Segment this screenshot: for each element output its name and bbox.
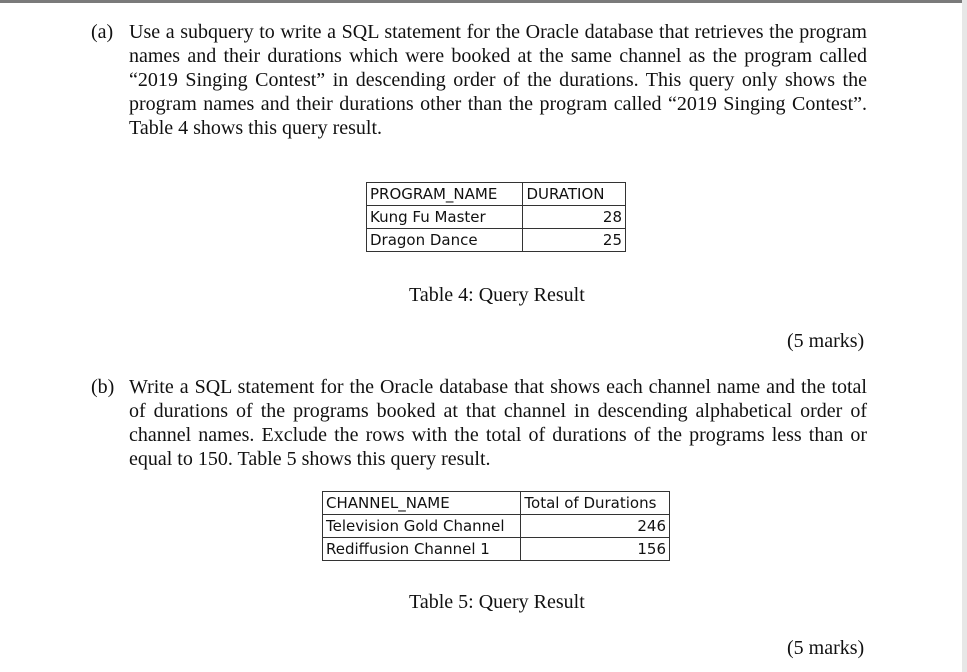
question-a-label: (a): [91, 21, 114, 43]
table-header-row: [367, 183, 626, 206]
duration-cell: 28: [523, 206, 626, 229]
channel-name-cell: Rediffusion Channel 1: [323, 538, 521, 561]
query-result-table-5: [322, 491, 670, 561]
column-header-channel-name: CHANNEL_NAME: [323, 492, 521, 515]
question-b-marks: (5 marks): [787, 637, 865, 659]
column-header-duration: DURATION: [523, 183, 626, 206]
question-a-marks: (5 marks): [787, 330, 865, 352]
column-header-program-name: PROGRAM_NAME: [367, 183, 523, 206]
table-row: [323, 538, 670, 561]
total-durations-cell: 246: [521, 515, 670, 538]
table-4-caption: Table 4: Query Result: [409, 284, 585, 306]
query-result-table-4: [366, 182, 626, 252]
table-header-row: [323, 492, 670, 515]
channel-name-cell: Television Gold Channel: [323, 515, 521, 538]
program-name-cell: Kung Fu Master: [367, 206, 523, 229]
question-b-label: (b): [91, 376, 115, 398]
table-5-caption: Table 5: Query Result: [409, 591, 585, 613]
column-header-total-durations: Total of Durations: [521, 492, 670, 515]
total-durations-cell: 156: [521, 538, 670, 561]
program-name-cell: Dragon Dance: [367, 229, 523, 252]
viewer-scrollbar-track[interactable]: [962, 0, 967, 672]
table-row: [367, 229, 626, 252]
viewer-top-border: [0, 0, 967, 3]
table-row: [323, 515, 670, 538]
question-b-text: Write a SQL statement for the Oracle database that shows each channel name and the total of durations of the programs booked at that channel in descending alphabetical order of channel names. Exclude the rows with the total of durations of the programs less than or equal to 150. Table 5 shows this query result.: [129, 376, 867, 470]
table-row: [367, 206, 626, 229]
duration-cell: 25: [523, 229, 626, 252]
question-a-text: Use a subquery to write a SQL statement for the Oracle database that retrieves the program names and their durations which were booked at the same channel as the program called “2019 Singing Contest” in descending order of the durations. This query only shows the program names and their durations other than the program called “2019 Singing Contest”. Table 4 shows this query result.: [129, 21, 867, 139]
